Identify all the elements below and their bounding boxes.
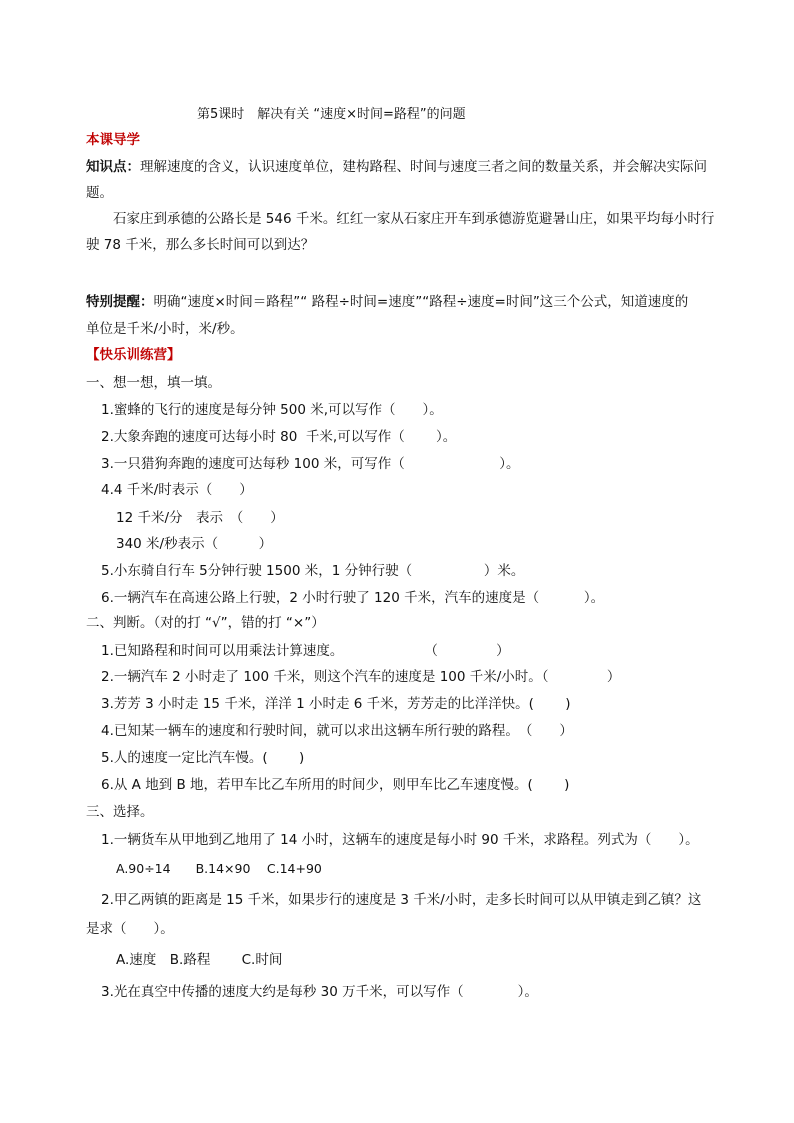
part1-heading: 一、想一想，填一填。 (86, 375, 221, 391)
part1-item-3: 3.一只猎狗奔跑的速度可达每秒 100 米，可写作（ ）。 (101, 456, 520, 472)
part3-q3: 3.光在真空中传播的速度大约是每秒 30 万千米，可以写作（ ）。 (101, 984, 538, 1000)
part1-item-4c: 340 米/秒表示（ ） (116, 536, 273, 552)
tip-line2: 单位是千米/小时，米/秒。 (86, 321, 244, 337)
tip-text: 明确“速度×时间＝路程”“ 路程÷时间=速度”“路程÷速度=时间”这三个公式，知道速度的 (153, 294, 689, 310)
part3-q1-options: A.90÷14 B.14×90 C.14+90 (116, 861, 322, 876)
knowledge-point-label: 知识点： (86, 159, 140, 175)
example-problem-line1: 石家庄到承德的公路长是 546 千米。红红一家从石家庄开车到承德游览避暑山庄，如果平均每小时行 (113, 211, 715, 227)
tip-line1 (86, 293, 688, 311)
part3-heading: 三、选择。 (86, 804, 154, 820)
knowledge-point-line (86, 158, 707, 176)
knowledge-point-text: 理解速度的含义，认识速度单位，建构路程、时间与速度三者之间的数量关系，并会解决实际问 (140, 159, 707, 175)
part1-item-4: 4.4 千米/时表示（ ） (101, 482, 253, 498)
knowledge-point-text-cont: 题。 (86, 185, 113, 201)
part1-item-6: 6.一辆汽车在高速公路上行驶，2 小时行驶了 120 千米，汽车的速度是（ ）。 (101, 590, 605, 606)
part1-item-2: 2.大象奔跑的速度可达每小时 80 千米,可以写作（ ）。 (101, 429, 457, 445)
part2-item-4: 4.已知某一辆车的速度和行驶时间，就可以求出这辆车所行驶的路程。 （ ） (101, 723, 573, 739)
part2-item-1: 1.已知路程和时间可以用乘法计算速度。 （ ） (101, 643, 510, 659)
part1-item-4b: 12 千米/分 表示 （ ） (116, 510, 284, 526)
example-problem-line2: 驶 78 千米，那么多长时间可以到达？ (86, 237, 315, 253)
part3-q2-options: A.速度 B.路程 C.时间 (116, 952, 283, 968)
tip-label: 特别提醒： (86, 294, 154, 310)
part2-item-3: 3.芳芳 3 小时走 15 千米，洋洋 1 小时走 6 千米，芳芳走的比洋洋快。( ) (101, 696, 571, 712)
part1-item-1: 1.蜜蜂的飞行的速度是每分钟 500 米,可以写作（ ）。 (101, 402, 443, 418)
part3-q2-line2: 是求（ ）。 (86, 921, 174, 937)
part2-heading: 二、判断。（对的打 “√”，错的打 “×”） (86, 615, 325, 631)
part1-item-5: 5.小东骑自行车 5分钟行驶 1500 米，1 分钟行驶（ ）米。 (101, 563, 525, 579)
part2-item-2: 2.一辆汽车 2 小时走了 100 千米，则这个汽车的速度是 100 千米/小时。（ ） (101, 669, 621, 685)
part3-q2-line1: 2.甲乙两镇的距离是 15 千米，如果步行的速度是 3 千米/小时，走多长时间可以从甲镇走到乙镇？这 (101, 892, 702, 908)
part3-q1: 1.一辆货车从甲地到乙地用了 14 小时，这辆车的速度是每小时 90 千米，求路程。列式为（ ）。 (101, 832, 699, 848)
guide-heading: 本课导学 (86, 132, 140, 148)
page-title: 第5课时 解决有关 “速度×时间=路程”的问题 (197, 107, 466, 122)
part2-item-5: 5.人的速度一定比汽车慢。( ) (101, 750, 305, 766)
part2-item-6: 6.从 A 地到 B 地，若甲车比乙车所用的时间少，则甲车比乙车速度慢。( ) (101, 777, 570, 793)
camp-heading: 【快乐训练营】 (86, 347, 181, 363)
